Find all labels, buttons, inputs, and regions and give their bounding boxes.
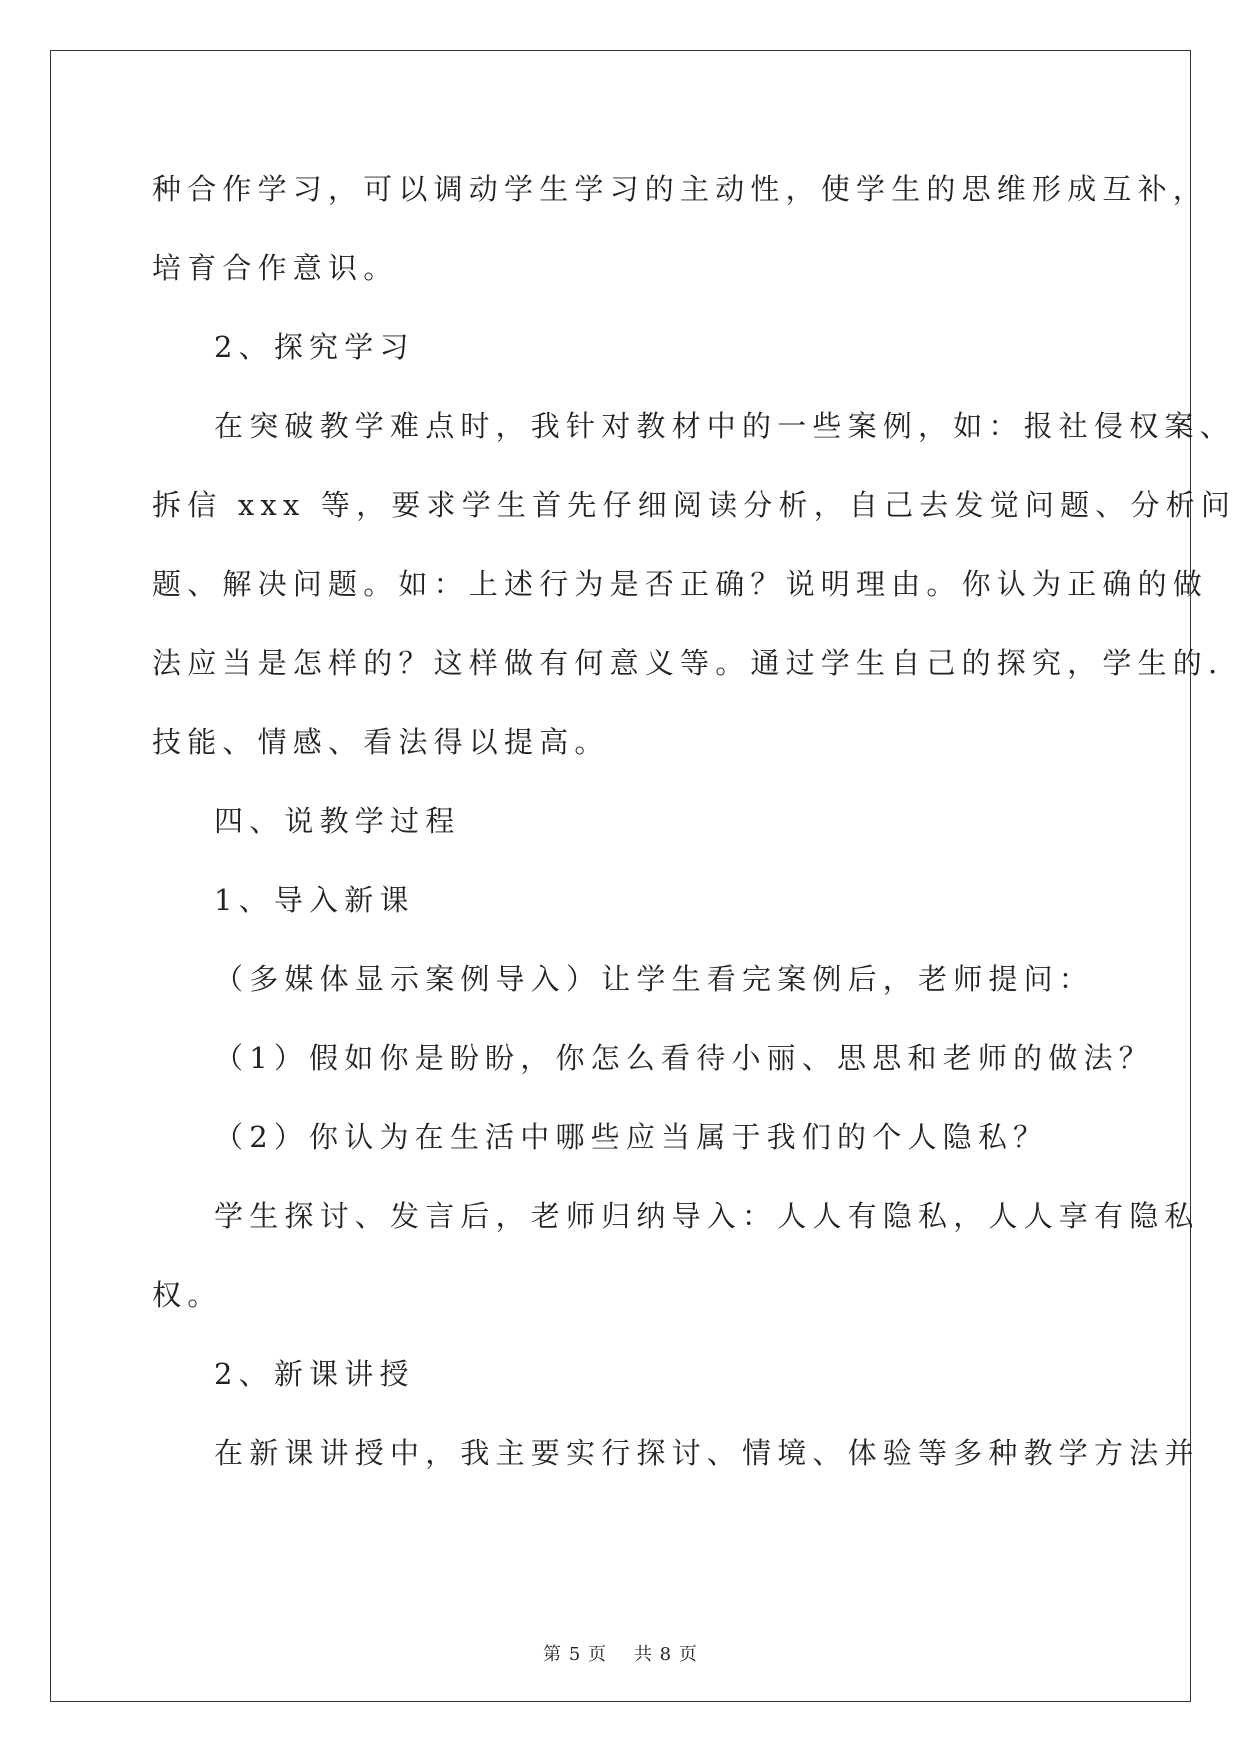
section-heading: 1、导入新课: [214, 883, 415, 917]
section-heading: 2、新课讲授: [214, 1357, 415, 1391]
text-line: 权。: [152, 1278, 223, 1312]
text-line: （多媒体显示案例导入）让学生看完案例后，老师提问：: [214, 962, 1095, 996]
section-heading: 四、说教学过程: [214, 804, 461, 838]
text-line: 培育合作意识。: [152, 251, 399, 285]
text-line: 技能、情感、看法得以提高。: [152, 725, 610, 759]
text-line: 法应当是怎样的？这样做有何意义等。通过学生自己的探究，学生的.: [152, 646, 1224, 680]
text-line: 题、解决问题。如：上述行为是否正确？说明理由。你认为正确的做: [152, 567, 1209, 601]
text-line: 在新课讲授中，我主要实行探讨、情境、体验等多种教学方法并: [214, 1436, 1200, 1470]
text-line: 在突破教学难点时，我针对教材中的一些案例，如：报社侵权案、: [214, 409, 1235, 443]
page-number-footer: 第 5 页 共 8 页: [543, 1644, 698, 1665]
question-item: （1）假如你是盼盼，你怎么看待小丽、思思和老师的做法？: [214, 1041, 1154, 1075]
section-heading: 2、探究学习: [214, 330, 415, 364]
document-body: [152, 150, 1237, 1493]
text-line: 学生探讨、发言后，老师归纳导入：人人有隐私，人人享有隐私: [214, 1199, 1200, 1233]
text-line: 拆信 xxx 等，要求学生首先仔细阅读分析，自己去发觉问题、分析问: [152, 488, 1237, 522]
question-item: （2）你认为在生活中哪些应当属于我们的个人隐私？: [214, 1120, 1049, 1154]
text-line: 种合作学习，可以调动学生学习的主动性，使学生的思维形成互补，: [152, 172, 1209, 206]
